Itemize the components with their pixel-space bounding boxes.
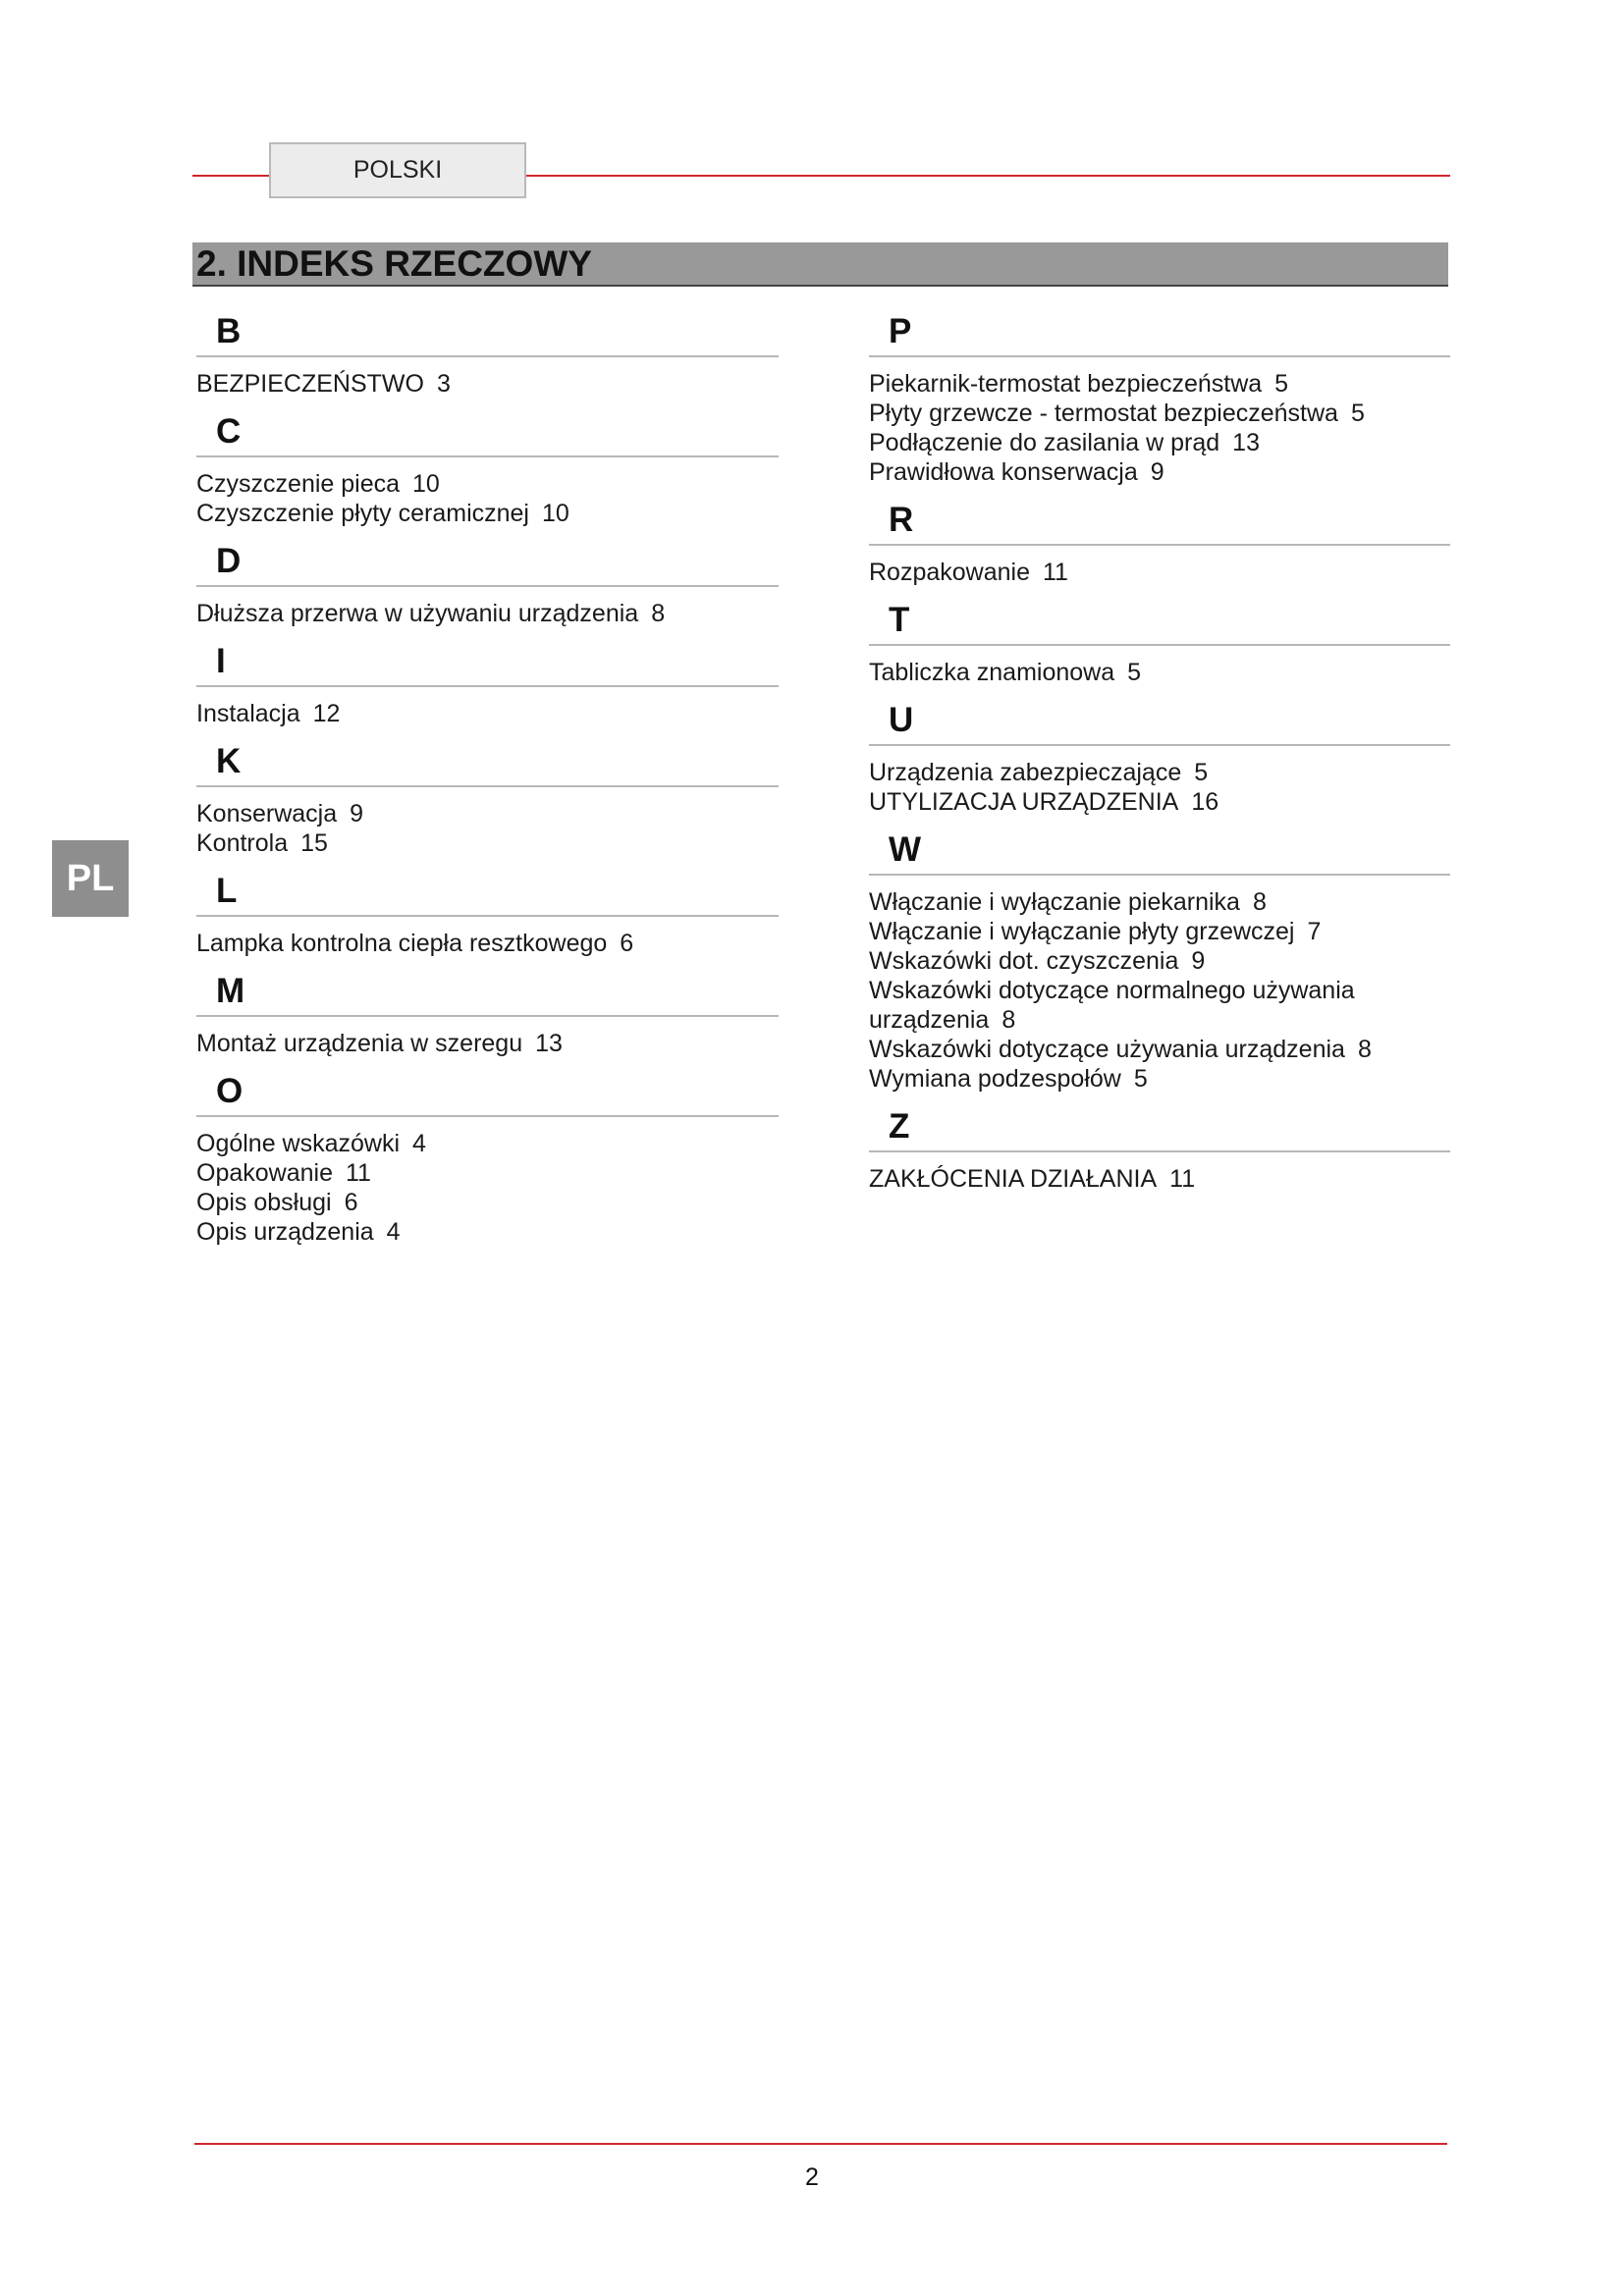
- index-entry: [869, 1035, 1450, 1064]
- index-entry-page: 8: [1252, 888, 1267, 916]
- index-group-t: [869, 595, 1450, 687]
- index-entry: [869, 976, 1450, 1035]
- index-letter-heading: I: [196, 636, 779, 687]
- index-group-k: [196, 736, 779, 858]
- index-letter-heading: L: [196, 866, 779, 917]
- header-rule-left: [192, 175, 271, 177]
- index-entry: [196, 369, 779, 399]
- index-entry-page: 11: [1043, 559, 1068, 586]
- language-tab: POLSKI: [269, 142, 526, 198]
- index-entry-text: Opakowanie: [196, 1159, 333, 1187]
- index-entry-text: Podłączenie do zasilania w prąd: [869, 429, 1220, 456]
- index-entry: [869, 758, 1450, 787]
- index-entry-text: Urządzenia zabezpieczające: [869, 759, 1182, 786]
- index-entry-text: Kontrola: [196, 829, 289, 857]
- index-letter-heading: Z: [869, 1101, 1450, 1152]
- index-letter-heading: R: [869, 495, 1450, 546]
- index-entry-page: 3: [436, 370, 451, 398]
- header-rule-right: [524, 175, 1450, 177]
- index-entry: [869, 428, 1450, 457]
- index-entry: [869, 887, 1450, 917]
- index-entry-page: 11: [1169, 1165, 1196, 1193]
- index-entry: [196, 599, 779, 628]
- index-letter-heading: B: [196, 306, 779, 357]
- index-entry-page: 5: [1127, 659, 1142, 686]
- index-entry: [196, 1188, 779, 1217]
- index-entry-page: 12: [312, 700, 341, 727]
- index-column-right: [869, 306, 1450, 1201]
- index-entry-list: [196, 699, 779, 728]
- index-entry: [196, 499, 779, 528]
- index-entry-page: 5: [1194, 759, 1209, 786]
- index-entry-text: Wskazówki dotyczące normalnego używania urządzenia: [869, 977, 1355, 1034]
- index-entry-text: Prawidłowa konserwacja: [869, 458, 1138, 486]
- index-entry-page: 6: [344, 1189, 358, 1216]
- index-entry-list: [196, 1029, 779, 1058]
- index-entry-text: Czyszczenie pieca: [196, 470, 401, 498]
- index-entry-list: [869, 558, 1450, 587]
- index-entry: [869, 787, 1450, 817]
- index-entry-list: [196, 369, 779, 399]
- index-group-p: [869, 306, 1450, 487]
- index-entry: [196, 929, 779, 958]
- index-entry-list: [196, 799, 779, 858]
- section-title: 2. INDEKS RZECZOWY: [192, 242, 1448, 287]
- index-entry-page: 11: [345, 1159, 371, 1187]
- index-entry-page: 5: [1274, 370, 1289, 398]
- index-entry-page: 15: [300, 829, 328, 857]
- index-entry-page: 9: [1191, 947, 1206, 975]
- index-entry: [869, 1164, 1450, 1194]
- index-entry-page: 9: [350, 800, 364, 828]
- index-group-w: [869, 825, 1450, 1094]
- index-group-u: [869, 695, 1450, 817]
- index-entry: [196, 828, 779, 858]
- index-entry-page: 9: [1150, 458, 1164, 486]
- index-entry-page: 10: [542, 500, 569, 527]
- index-entry: [869, 658, 1450, 687]
- index-entry-page: 8: [1357, 1036, 1372, 1063]
- index-letter-heading: O: [196, 1066, 779, 1117]
- index-entry-page: 13: [1232, 429, 1260, 456]
- index-group-z: [869, 1101, 1450, 1194]
- index-entry-list: [869, 758, 1450, 817]
- index-letter-heading: T: [869, 595, 1450, 646]
- index-entry-page: 4: [386, 1218, 401, 1246]
- index-entry-text: Dłuższa przerwa w używaniu urządzenia: [196, 600, 639, 627]
- index-letter-heading: M: [196, 966, 779, 1017]
- index-entry-text: Rozpakowanie: [869, 559, 1030, 586]
- index-group-i: [196, 636, 779, 728]
- index-group-l: [196, 866, 779, 958]
- index-entry-text: Płyty grzewcze - termostat bezpieczeństwa: [869, 400, 1338, 427]
- index-entry-text: Ogólne wskazówki: [196, 1130, 401, 1157]
- index-entry-list: [196, 1129, 779, 1247]
- index-entry-page: 5: [1133, 1065, 1148, 1093]
- index-letter-heading: P: [869, 306, 1450, 357]
- index-entry-text: Włączanie i wyłączanie piekarnika: [869, 888, 1240, 916]
- index-entry-page: 16: [1191, 788, 1219, 816]
- index-entry: [869, 1064, 1450, 1094]
- index-group-r: [869, 495, 1450, 587]
- page-number: 2: [805, 2163, 819, 2191]
- index-entry: [869, 917, 1450, 946]
- footer-rule: [194, 2143, 1447, 2145]
- index-entry-page: 8: [1001, 1006, 1016, 1034]
- index-letter-heading: K: [196, 736, 779, 787]
- index-group-c: [196, 406, 779, 528]
- index-entry-page: 7: [1307, 918, 1322, 945]
- index-entry-text: BEZPIECZEŃSTWO: [196, 370, 424, 398]
- index-entry-page: 4: [412, 1130, 426, 1157]
- index-entry-text: UTYLIZACJA URZĄDZENIA: [869, 788, 1179, 816]
- index-letter-heading: W: [869, 825, 1450, 876]
- index-entry-page: 6: [620, 930, 634, 957]
- index-entry-page: 5: [1350, 400, 1365, 427]
- index-letter-heading: C: [196, 406, 779, 457]
- index-entry-text: Instalacja: [196, 700, 300, 727]
- index-entry: [196, 1029, 779, 1058]
- index-entry-list: [196, 469, 779, 528]
- index-entry-text: Montaż urządzenia w szeregu: [196, 1030, 523, 1057]
- index-entry-text: Lampka kontrolna ciepła resztkowego: [196, 930, 608, 957]
- index-entry-text: Tabliczka znamionowa: [869, 659, 1115, 686]
- index-entry: [869, 558, 1450, 587]
- index-letter-heading: D: [196, 536, 779, 587]
- index-entry: [869, 457, 1450, 487]
- index-entry-text: Opis obsługi: [196, 1189, 332, 1216]
- index-entry: [869, 369, 1450, 399]
- index-entry-text: Wymiana podzespołów: [869, 1065, 1121, 1093]
- index-entry-page: 10: [412, 470, 440, 498]
- index-entry-list: [869, 369, 1450, 487]
- index-entry-text: Włączanie i wyłączanie płyty grzewczej: [869, 918, 1295, 945]
- index-group-m: [196, 966, 779, 1058]
- index-entry-text: Konserwacja: [196, 800, 338, 828]
- index-entry: [196, 1217, 779, 1247]
- index-entry-list: [869, 1164, 1450, 1194]
- index-group-d: [196, 536, 779, 628]
- index-entry: [869, 399, 1450, 428]
- index-entry-page: 13: [535, 1030, 563, 1057]
- index-entry-text: Opis urządzenia: [196, 1218, 374, 1246]
- index-entry: [196, 1129, 779, 1158]
- language-side-tab: PL: [52, 840, 129, 917]
- index-entry: [196, 699, 779, 728]
- index-entry-page: 8: [651, 600, 666, 627]
- index-entry-list: [196, 929, 779, 958]
- index-entry-text: Wskazówki dot. czyszczenia: [869, 947, 1179, 975]
- index-entry-list: [869, 658, 1450, 687]
- index-entry: [196, 799, 779, 828]
- index-entry-list: [869, 887, 1450, 1094]
- index-group-o: [196, 1066, 779, 1247]
- index-entry: [869, 946, 1450, 976]
- index-entry-text: Wskazówki dotyczące używania urządzenia: [869, 1036, 1345, 1063]
- index-entry: [196, 469, 779, 499]
- index-column-left: [196, 306, 779, 1255]
- index-entry: [196, 1158, 779, 1188]
- index-letter-heading: U: [869, 695, 1450, 746]
- index-entry-text: ZAKŁÓCENIA DZIAŁANIA: [869, 1165, 1158, 1193]
- index-group-b: [196, 306, 779, 399]
- index-entry-text: Piekarnik-termostat bezpieczeństwa: [869, 370, 1263, 398]
- index-entry-list: [196, 599, 779, 628]
- index-entry-text: Czyszczenie płyty ceramicznej: [196, 500, 529, 527]
